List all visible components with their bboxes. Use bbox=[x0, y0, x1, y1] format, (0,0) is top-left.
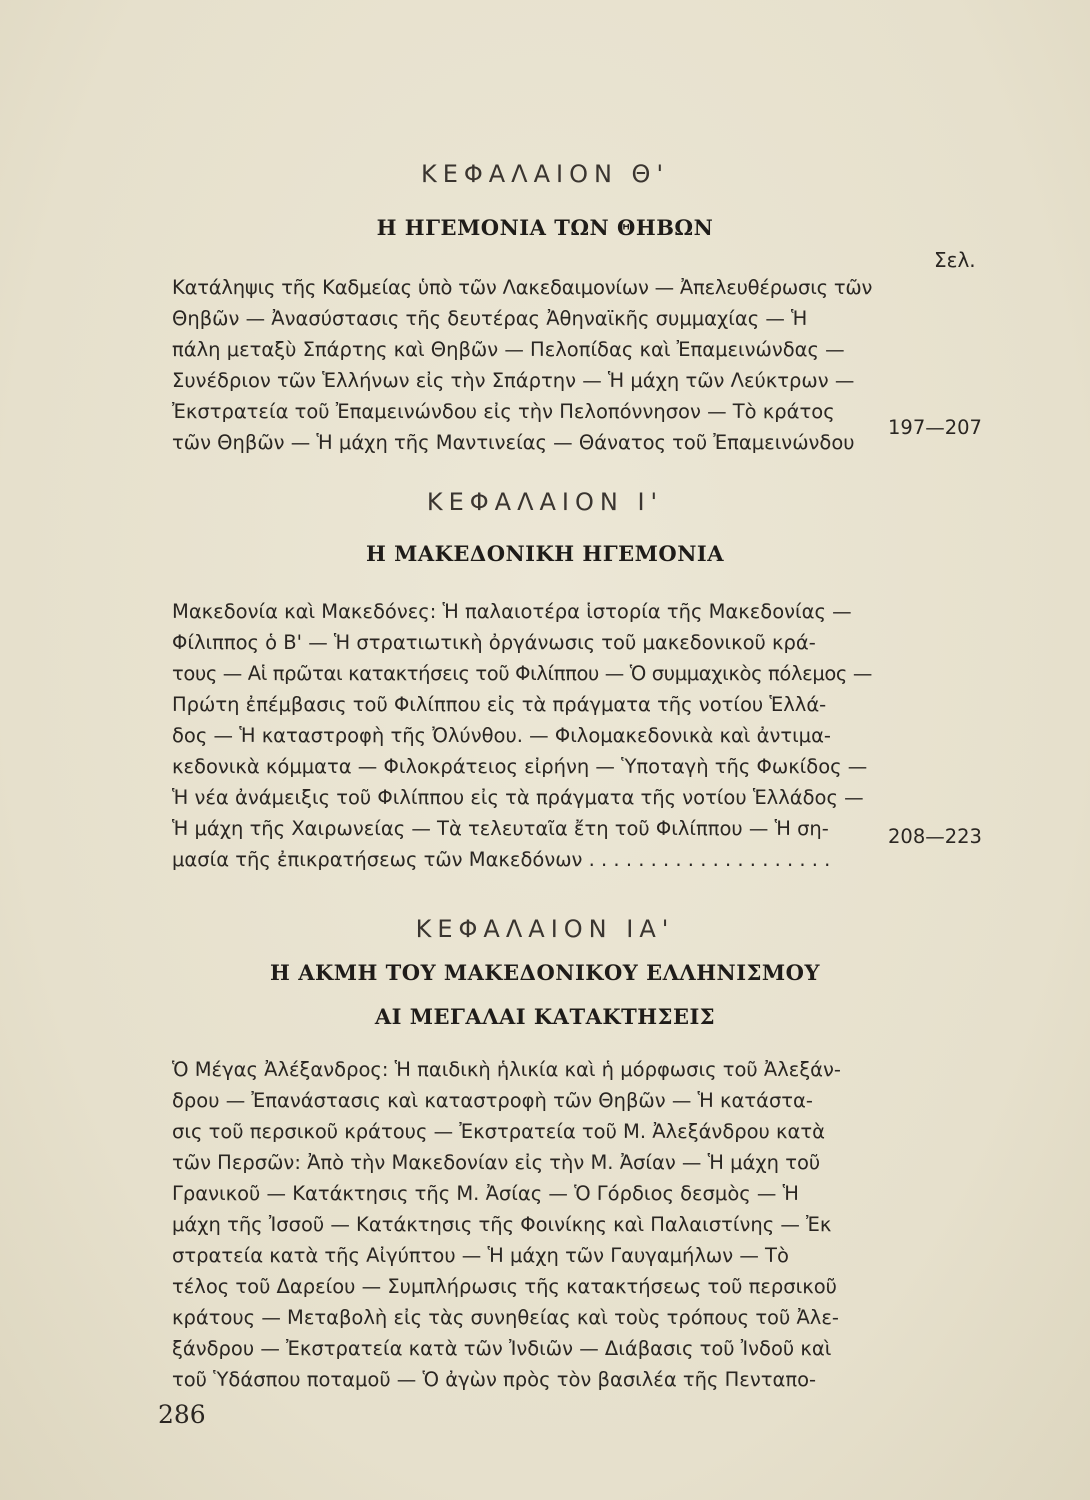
contents-line: τῶν Θηβῶν — Ἡ μάχη τῆς Μαντινείας — Θάνατος τοῦ Ἐπαμεινώνδου bbox=[172, 431, 855, 454]
contents-line: ξάνδρου — Ἐκστρατεία κατὰ τῶν Ἰνδιῶν — Διάβασις τοῦ Ἰνδοῦ καὶ bbox=[172, 1337, 832, 1360]
chapter-9-contents bbox=[172, 272, 872, 458]
contents-line: δρου — Ἐπανάστασις καὶ καταστροφὴ τῶν Θηβῶν — Ἡ κατάστα- bbox=[172, 1089, 813, 1112]
chapter-10-contents bbox=[172, 596, 872, 875]
contents-line: κράτους — Μεταβολὴ εἰς τὰς συνηθείας καὶ τοὺς τρόπους τοῦ Ἀλε- bbox=[172, 1306, 839, 1329]
page-column-label: Σελ. bbox=[934, 248, 976, 272]
contents-line: Φίλιππος ὁ Β' — Ἡ στρατιωτικὴ ὀργάνωσις τοῦ μακεδονικοῦ κρά- bbox=[172, 631, 816, 654]
contents-line: μασία τῆς ἐπικρατήσεως τῶν Μακεδόνων . . . . . . . . . . . . . . . . . . . . bbox=[172, 848, 831, 871]
chapter-10-label: ΚΕΦΑΛΑΙΟΝ Ι' bbox=[426, 488, 664, 516]
contents-line: Κατάληψις τῆς Καδμείας ὑπὸ τῶν Λακεδαιμονίων — Ἀπελευθέρωσις τῶν bbox=[172, 276, 872, 299]
contents-line: Πρώτη ἐπέμβασις τοῦ Φιλίππου εἰς τὰ πράγματα τῆς νοτίου Ἑλλά- bbox=[172, 693, 827, 716]
chapter-10-title: Η ΜΑΚΕΔΟΝΙΚΗ ΗΓΕΜΟΝΙΑ bbox=[365, 541, 725, 566]
contents-line: τέλος τοῦ Δαρείου — Συμπλήρωσις τῆς κατακτήσεως τοῦ περσικοῦ bbox=[172, 1275, 837, 1298]
contents-line: Ἡ νέα ἀνάμειξις τοῦ Φιλίππου εἰς τὰ πράγματα τῆς νοτίου Ἑλλάδος — bbox=[172, 786, 864, 809]
contents-line: Ἡ μάχη τῆς Χαιρωνείας — Τὰ τελευταῖα ἔτη τοῦ Φιλίππου — Ἡ ση- bbox=[172, 817, 829, 840]
chapter-9-title: Η ΗΓΕΜΟΝΙΑ ΤΩΝ ΘΗΒΩΝ bbox=[376, 215, 714, 240]
chapter-11-title: Η ΑΚΜΗ ΤΟΥ ΜΑΚΕΔΟΝΙΚΟΥ ΕΛΛΗΝΙΣΜΟΥ bbox=[270, 960, 820, 985]
contents-line: πάλη μεταξὺ Σπάρτης καὶ Θηβῶν — Πελοπίδας καὶ Ἐπαμεινώνδας — bbox=[172, 338, 845, 361]
contents-line: Μακεδονία καὶ Μακεδόνες: Ἡ παλαιοτέρα ἱστορία τῆς Μακεδονίας — bbox=[172, 600, 852, 623]
contents-line: κεδονικὰ κόμματα — Φιλοκράτειος εἰρήνη — Ὑποταγὴ τῆς Φωκίδος — bbox=[172, 755, 868, 778]
contents-line: Θηβῶν — Ἀνασύστασις τῆς δευτέρας Ἀθηναϊκῆς συμμαχίας — Ἡ bbox=[172, 307, 808, 330]
contents-line: στρατεία κατὰ τῆς Αἰγύπτου — Ἡ μάχη τῶν Γαυγαμήλων — Τὸ bbox=[172, 1244, 789, 1267]
chapter-9-label: ΚΕΦΑΛΑΙΟΝ Θ' bbox=[420, 160, 670, 188]
contents-line: τῶν Περσῶν: Ἀπὸ τὴν Μακεδονίαν εἰς τὴν Μ. Ἀσίαν — Ἡ μάχη τοῦ bbox=[172, 1151, 821, 1174]
chapter-11-contents bbox=[172, 1054, 872, 1395]
contents-line: τους — Αἱ πρῶται κατακτήσεις τοῦ Φιλίππου — Ὁ συμμαχικὸς πόλεμος — bbox=[172, 662, 872, 685]
chapter-11-subtitle: ΑΙ ΜΕΓΑΛΑΙ ΚΑΤΑΚΤΗΣΕΙΣ bbox=[374, 1004, 716, 1029]
contents-line: Συνέδριον τῶν Ἑλλήνων εἰς τὴν Σπάρτην — Ἡ μάχη τῶν Λεύκτρων — bbox=[172, 369, 855, 392]
contents-line: Ἐκστρατεία τοῦ Ἐπαμεινώνδου εἰς τὴν Πελοπόννησον — Τὸ κράτος bbox=[172, 400, 835, 423]
page-number: 286 bbox=[158, 1400, 206, 1429]
contents-line: Ὁ Μέγας Ἀλέξανδρος: Ἡ παιδικὴ ἡλικία καὶ ἡ μόρφωσις τοῦ Ἀλεξάν- bbox=[172, 1058, 841, 1081]
contents-line: τοῦ Ὑδάσπου ποταμοῦ — Ὁ ἀγὼν πρὸς τὸν βασιλέα τῆς Πενταπο- bbox=[172, 1368, 817, 1391]
chapter-11-label: ΚΕΦΑΛΑΙΟΝ ΙΑ' bbox=[415, 915, 675, 943]
contents-line: δος — Ἡ καταστροφὴ τῆς Ὀλύνθου. — Φιλομακεδονικὰ καὶ ἀντιμα- bbox=[172, 724, 831, 747]
contents-line: σις τοῦ περσικοῦ κράτους — Ἐκστρατεία τοῦ Μ. Ἀλεξάνδρου κατὰ bbox=[172, 1120, 825, 1143]
contents-line: Γρανικοῦ — Κατάκτησις τῆς Μ. Ἀσίας — Ὁ Γόρδιος δεσμὸς — Ἡ bbox=[172, 1182, 799, 1205]
contents-line: μάχη τῆς Ἰσσοῦ — Κατάκτησις τῆς Φοινίκης καὶ Παλαιστίνης — Ἐκ bbox=[172, 1213, 832, 1236]
chapter-10-pages: 208—223 bbox=[888, 825, 982, 848]
chapter-9-pages: 197—207 bbox=[888, 416, 982, 439]
